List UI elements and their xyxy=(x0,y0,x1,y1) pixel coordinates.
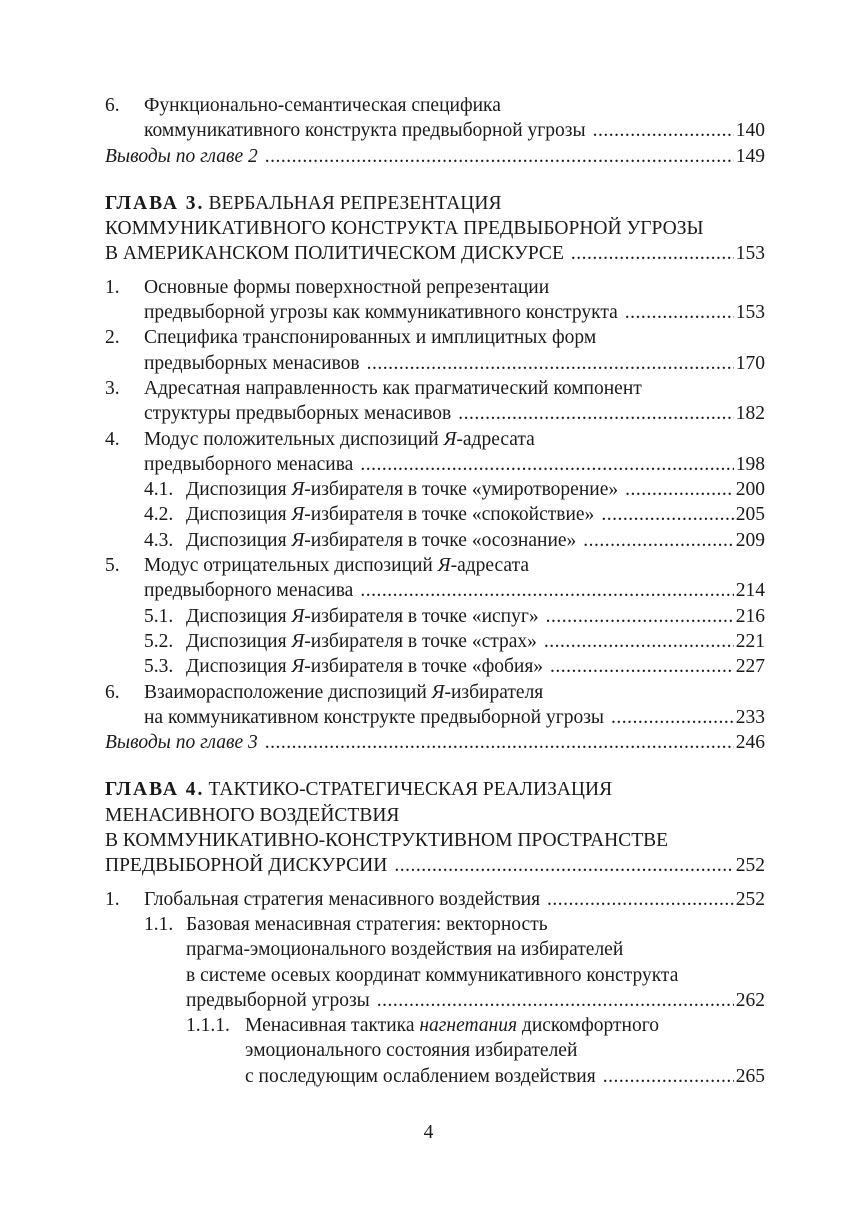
toc-chapter-4-line3 xyxy=(105,828,765,853)
chapter-label: ГЛАВА 4. xyxy=(105,779,205,801)
section-number: 4.2. xyxy=(144,504,174,526)
section-title-cont: предвыборной угрозы как коммуникативного конструкта xyxy=(144,302,618,324)
page-number: 205 xyxy=(735,504,765,526)
leader-dots xyxy=(625,477,734,502)
section-title-cont: на коммуникативном конструкте предвыборной угрозы xyxy=(144,706,605,728)
section-title: Диспозиция Я-избирателя в точке «страх» xyxy=(186,630,537,652)
leader-dots xyxy=(546,604,734,629)
section-title: Модус отрицательных диспозиций Я-адресата xyxy=(144,555,529,577)
leader-dots xyxy=(547,887,734,912)
section-title: Глобальная стратегия менасивного воздействия xyxy=(144,888,541,910)
page-number: 233 xyxy=(735,706,765,728)
section-title-cont: предвыборного менасива xyxy=(144,453,354,475)
section-number: 4. xyxy=(105,428,120,450)
section-title: Диспозиция Я-избирателя в точке «испуг» xyxy=(186,605,539,627)
leader-dots xyxy=(265,730,734,755)
toc-chapter-3-line3[interactable] xyxy=(105,241,765,266)
conclusions-title: Выводы по главе 2 xyxy=(105,145,258,167)
section-number: 1.1. xyxy=(144,913,174,935)
section-title: Диспозиция Я-избирателя в точке «умиротворение» xyxy=(186,479,619,501)
section-title-cont: прагма-эмоционального воздействия на избирателей xyxy=(186,939,624,961)
toc-entry-c4-s1-1-line4[interactable] xyxy=(105,988,765,1013)
section-title: Менасивная тактика нагнетания дискомфортного xyxy=(245,1015,659,1037)
page-number: 153 xyxy=(735,302,765,324)
page-number: 200 xyxy=(735,479,765,501)
section-title-cont: структуры предвыборных менасивов xyxy=(144,403,452,425)
leader-dots xyxy=(394,853,733,878)
page-number: 246 xyxy=(735,732,765,754)
toc-entry-c3-s2-line1[interactable] xyxy=(105,325,765,350)
toc-entry-c3-s5-3[interactable] xyxy=(105,654,765,679)
section-title: Модус положительных диспозиций Я-адресата xyxy=(144,428,535,450)
page-number: 227 xyxy=(735,656,765,678)
leader-dots xyxy=(550,654,734,679)
leader-dots xyxy=(583,528,733,553)
page-number: 153 xyxy=(735,243,765,265)
section-title-cont: с последующим ослаблением воздействия xyxy=(245,1065,596,1087)
toc-entry-ch2-s6-line2[interactable] xyxy=(105,118,765,143)
section-number: 5.2. xyxy=(144,630,174,652)
toc-entry-c3-s5-line2[interactable] xyxy=(105,578,765,603)
toc-entry-c3-s4-1[interactable] xyxy=(105,477,765,502)
toc-chapter-4-line1[interactable] xyxy=(105,777,765,802)
leader-dots xyxy=(360,578,733,603)
section-number: 6. xyxy=(105,95,120,116)
toc-entry-c3-s5-2[interactable] xyxy=(105,629,765,654)
leader-dots xyxy=(377,988,734,1013)
section-number: 4.3. xyxy=(144,529,174,551)
page-number: 265 xyxy=(735,1065,765,1087)
section-title-cont: в системе осевых координат коммуникативного конструкта xyxy=(186,964,679,986)
page-number: 252 xyxy=(735,888,765,910)
page-number: 214 xyxy=(735,580,765,602)
page-number: 209 xyxy=(735,529,765,551)
section-title: Диспозиция Я-избирателя в точке «спокойствие» xyxy=(186,504,595,526)
page-number: 221 xyxy=(735,630,765,652)
section-number: 5.3. xyxy=(144,656,174,678)
toc-chapter-3-line1[interactable] xyxy=(105,191,765,216)
page-number: 140 xyxy=(735,120,765,142)
section-title: Базовая менасивная стратегия: векторность xyxy=(186,913,548,935)
page-number: 198 xyxy=(735,453,765,475)
leader-dots xyxy=(601,502,733,527)
toc-entry-c3-s4-line2[interactable] xyxy=(105,452,765,477)
section-number: 5.1. xyxy=(144,605,174,627)
toc-entry-c4-s1-1-line1[interactable] xyxy=(105,912,765,937)
chapter-label: ГЛАВА 3. xyxy=(105,192,205,214)
section-number: 1. xyxy=(105,276,120,298)
page-number: 252 xyxy=(735,855,765,877)
conclusions-title: Выводы по главе 3 xyxy=(105,732,258,754)
toc-entry-c4-s1-1-line3 xyxy=(105,963,765,988)
page-number: 182 xyxy=(735,403,765,425)
section-title-cont: предвыборного менасива xyxy=(144,580,354,602)
toc-entry-c4-s1-1-1-line1[interactable] xyxy=(105,1013,765,1038)
toc-entry-c3-s2-line2[interactable] xyxy=(105,351,765,376)
toc-chapter-4-line2 xyxy=(105,803,765,828)
chapter-title-cont: КОММУНИКАТИВНОГО КОНСТРУКТА ПРЕДВЫБОРНОЙ УГРОЗЫ xyxy=(105,218,704,240)
toc-entry-c3-s1-line1[interactable] xyxy=(105,275,765,300)
toc-chapter-4-line4[interactable] xyxy=(105,853,765,878)
section-title-cont: предвыборных менасивов xyxy=(144,352,360,374)
leader-dots xyxy=(603,1064,734,1089)
section-title: Специфика транспонированных и имплицитных форм xyxy=(144,327,597,349)
toc-entry-conclusions-ch3[interactable] xyxy=(105,730,765,755)
leader-dots xyxy=(360,452,733,477)
leader-dots xyxy=(265,144,734,169)
section-title-cont: эмоционального состояния избирателей xyxy=(245,1040,578,1062)
section-title: Взаиморасположение диспозиций Я-избирателя xyxy=(144,681,544,703)
toc-entry-c4-s1[interactable] xyxy=(105,887,765,912)
section-title-cont: коммуникативного конструкта предвыборной угрозы xyxy=(144,120,586,142)
page-number: 216 xyxy=(735,605,765,627)
toc-entry-c4-s1-1-1-line3[interactable] xyxy=(105,1064,765,1089)
table-of-contents xyxy=(105,93,765,1089)
leader-dots xyxy=(458,401,734,426)
section-title: Диспозиция Я-избирателя в точке «осознание» xyxy=(186,529,577,551)
leader-dots xyxy=(625,300,734,325)
page-number: 149 xyxy=(735,145,765,167)
section-title: Основные формы поверхностной репрезентации xyxy=(144,276,550,298)
section-number: 1. xyxy=(105,888,120,910)
section-title-cont: предвыборной угрозы xyxy=(186,989,370,1011)
toc-entry-c3-s5-line1[interactable] xyxy=(105,553,765,578)
section-title: Адресатная направленность как прагматический компонент xyxy=(144,377,642,399)
leader-dots xyxy=(367,351,734,376)
toc-entry-c3-s6-line1[interactable] xyxy=(105,680,765,705)
page-number: 262 xyxy=(735,989,765,1011)
toc-entry-conclusions-ch2[interactable] xyxy=(105,144,765,169)
leader-dots xyxy=(571,241,734,266)
section-number: 3. xyxy=(105,377,120,399)
toc-entry-ch2-s6-line1[interactable] xyxy=(105,93,765,118)
section-number: 2. xyxy=(105,327,120,349)
page-number: 170 xyxy=(735,352,765,374)
leader-dots xyxy=(544,629,734,654)
chapter-title-cont: МЕНАСИВНОГО ВОЗДЕЙСТВИЯ xyxy=(105,804,400,826)
toc-entry-c3-s5-1[interactable] xyxy=(105,604,765,629)
toc-entry-c3-s4-line1[interactable] xyxy=(105,427,765,452)
section-title: Функционально-семантическая специфика xyxy=(144,95,501,116)
section-number: 5. xyxy=(105,555,120,577)
page-folio: 4 xyxy=(423,1122,434,1143)
toc-entry-c3-s3-line2[interactable] xyxy=(105,401,765,426)
chapter-title-cont: В КОММУНИКАТИВНО-КОНСТРУКТИВНОМ ПРОСТРАНСТВЕ xyxy=(105,830,669,852)
toc-entry-c3-s4-2[interactable] xyxy=(105,502,765,527)
section-number: 6. xyxy=(105,681,120,703)
leader-dots xyxy=(611,705,734,730)
toc-entry-c3-s1-line2[interactable] xyxy=(105,300,765,325)
chapter-title: ТАКТИКО-СТРАТЕГИЧЕСКАЯ РЕАЛИЗАЦИЯ xyxy=(208,779,613,801)
chapter-title: ВЕРБАЛЬНАЯ РЕПРЕЗЕНТАЦИЯ xyxy=(208,192,502,214)
toc-entry-c3-s3-line1[interactable] xyxy=(105,376,765,401)
chapter-title-cont: ПРЕДВЫБОРНОЙ ДИСКУРСИИ xyxy=(105,855,388,877)
chapter-title-cont: В АМЕРИКАНСКОМ ПОЛИТИЧЕСКОМ ДИСКУРСЕ xyxy=(105,243,564,265)
section-number: 4.1. xyxy=(144,479,174,501)
section-title: Диспозиция Я-избирателя в точке «фобия» xyxy=(186,656,544,678)
toc-entry-c3-s6-line2[interactable] xyxy=(105,705,765,730)
toc-entry-c4-s1-1-line2 xyxy=(105,937,765,962)
toc-entry-c3-s4-3[interactable] xyxy=(105,528,765,553)
toc-chapter-3-line2 xyxy=(105,216,765,241)
toc-entry-c4-s1-1-1-line2 xyxy=(105,1038,765,1063)
leader-dots xyxy=(593,118,734,143)
section-number: 1.1.1. xyxy=(186,1015,230,1037)
